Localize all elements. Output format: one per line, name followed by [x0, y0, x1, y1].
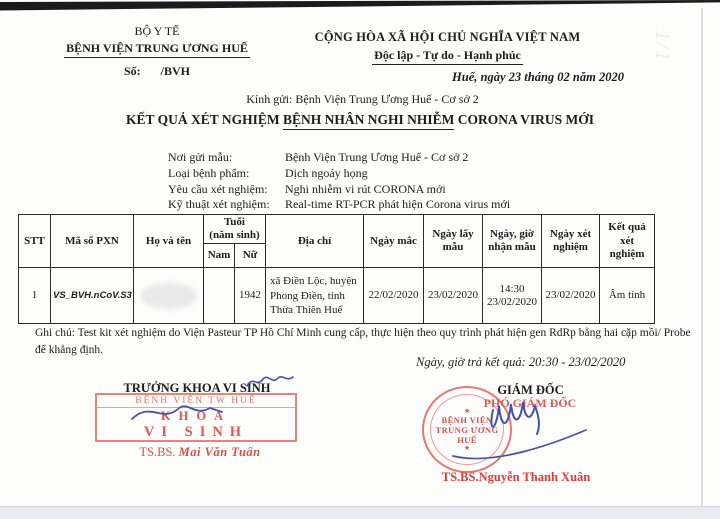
doc-number-value: /BVH — [160, 64, 190, 78]
info-row-sender — [168, 150, 510, 166]
cell-onset: 22/02/2020 — [364, 268, 424, 324]
page-number-watermark: 1/1 — [650, 30, 675, 63]
cell-male — [204, 268, 235, 324]
paper-right-edge — [701, 8, 703, 508]
info-row-request — [168, 182, 510, 198]
col-age-bottom: (năm sinh) — [209, 229, 260, 242]
seal-star-top: ★ — [463, 406, 471, 415]
stamp-khoa-line: KHOA — [160, 409, 232, 423]
cell-received-time: 14:30 — [499, 282, 525, 295]
left-signer-name-script: Mai Văn Tuấn — [178, 445, 261, 459]
col-result: Kết quả xét nghiệm — [600, 215, 655, 268]
cell-name — [134, 268, 204, 324]
cell-stt: 1 — [19, 268, 51, 324]
cell-sampling: 23/02/2020 — [424, 268, 483, 324]
sample-info — [168, 150, 510, 213]
title-underlined: BỆNH NHÂN NGHI NHIỄM — [283, 112, 454, 130]
handwritten-initials-icon — [244, 372, 296, 392]
seal-line2: TRUNG ƯƠNG — [435, 424, 499, 435]
cell-tested: 23/02/2020 — [542, 268, 600, 324]
info-value: Dịch ngoáy họng — [285, 165, 368, 180]
col-tested: Ngày xét nghiệm — [542, 215, 600, 268]
col-sampling: Ngày lấy mẫu — [424, 215, 483, 268]
info-row-technique — [168, 197, 510, 213]
national-header — [295, 30, 600, 65]
scan-edge-artifact — [0, 0, 720, 11]
col-onset: Ngày mắc — [364, 215, 424, 268]
col-female: Nữ — [235, 244, 266, 268]
hospital-name: BỆNH VIỆN TRUNG ƯƠNG HUẾ — [64, 41, 250, 58]
cell-received — [483, 268, 542, 324]
title-post: CORONA VIRUS MỚI — [454, 112, 595, 127]
col-male: Nam — [204, 244, 235, 268]
cell-received-date: 23/02/2020 — [486, 295, 538, 308]
title-pre: KẾT QUẢ XÉT NGHIỆM — [125, 112, 283, 127]
info-label: Kỹ thuật xét nghiệm: — [168, 197, 270, 212]
info-value: Nghi nhiễm vi rút CORONA mới — [285, 181, 446, 196]
seal-star-bottom: ★ — [463, 443, 471, 452]
issue-date: Huế, ngày 23 tháng 02 năm 2020 — [452, 70, 624, 84]
right-signature-icon — [435, 392, 598, 467]
left-signer-degree: TS.BS. — [139, 445, 176, 459]
national-motto: Độc lập - Tự do - Hạnh phúc — [372, 48, 523, 65]
scan-bed-bottom — [0, 506, 720, 519]
left-signer-title: TRƯỞNG KHOA VI SINH — [123, 381, 271, 395]
cell-code: VS_BVH.nCoV.S3 — [51, 268, 134, 324]
note-line: Ghi chú: Test kit xét nghiệm do Viện Pasteur TP Hồ Chí Minh cung cấp, thực hiện theo quy trình phát hiện gen RdRp bằng hai cặp mồi/ Probe để khẳng định. — [35, 327, 691, 356]
redacted-name — [141, 283, 197, 309]
col-stt: STT — [19, 215, 51, 268]
results-table — [18, 214, 655, 324]
document-title — [38, 112, 682, 128]
col-received: Ngày, giờ nhận mẫu — [483, 215, 542, 268]
info-row-specimen — [168, 166, 510, 182]
stamp-hospital-line: BỆNH VIỆN TW HUẾ — [97, 395, 295, 408]
left-signature-icon — [128, 399, 228, 425]
document-number — [48, 64, 266, 79]
info-value: Bệnh Viện Trung Ương Huế - Cơ sở 2 — [285, 150, 469, 164]
doc-number-label: Số: — [123, 64, 141, 78]
right-signer-name: TS.BS.Nguyễn Thanh Xuân — [441, 470, 591, 484]
result-time-line: Ngày, giờ trả kết quả: 20:30 - 23/02/2020 — [416, 355, 626, 369]
stamp-visinh-line: VI SINH — [143, 424, 249, 440]
table-row — [19, 268, 655, 324]
info-label: Loại bệnh phẩm: — [168, 165, 250, 180]
seal-line3: HUẾ — [457, 434, 477, 445]
info-label: Yêu cầu xét nghiệm: — [168, 181, 268, 196]
recipient-line: Kính gửi: Bệnh Viện Trung Ương Huế - Cơ sở 2 — [246, 92, 479, 106]
country-title: CỘNG HÒA XÃ HỘI CHỦ NGHĨA VIỆT NAM — [314, 30, 581, 44]
col-age-top: Tuổi — [223, 216, 245, 228]
col-age — [204, 215, 266, 244]
deputy-director-title: PHÓ GIÁM ĐỐC — [483, 396, 577, 410]
cell-address: xã Điền Lộc, huyện Phong Điền, tỉnh Thừa Thiên Huế — [266, 268, 364, 324]
info-label: Nơi gửi mẫu: — [168, 150, 233, 164]
info-value: Real-time RT-PCR phát hiện Corona virus mới — [285, 197, 511, 212]
col-address: Địa chỉ — [266, 215, 364, 268]
col-code: Mã số PXN — [51, 215, 134, 268]
issuer-block — [48, 24, 266, 79]
col-name: Họ và tên — [134, 215, 204, 268]
cell-female: 1942 — [235, 268, 266, 324]
seal-line1: BỆNH VIỆN — [441, 414, 493, 425]
director-title: GIÁM ĐỐC — [497, 383, 564, 397]
cell-result: Âm tính — [600, 268, 655, 324]
left-signer-name — [95, 445, 305, 460]
ministry-name: BỘ Y TẾ — [134, 24, 180, 38]
